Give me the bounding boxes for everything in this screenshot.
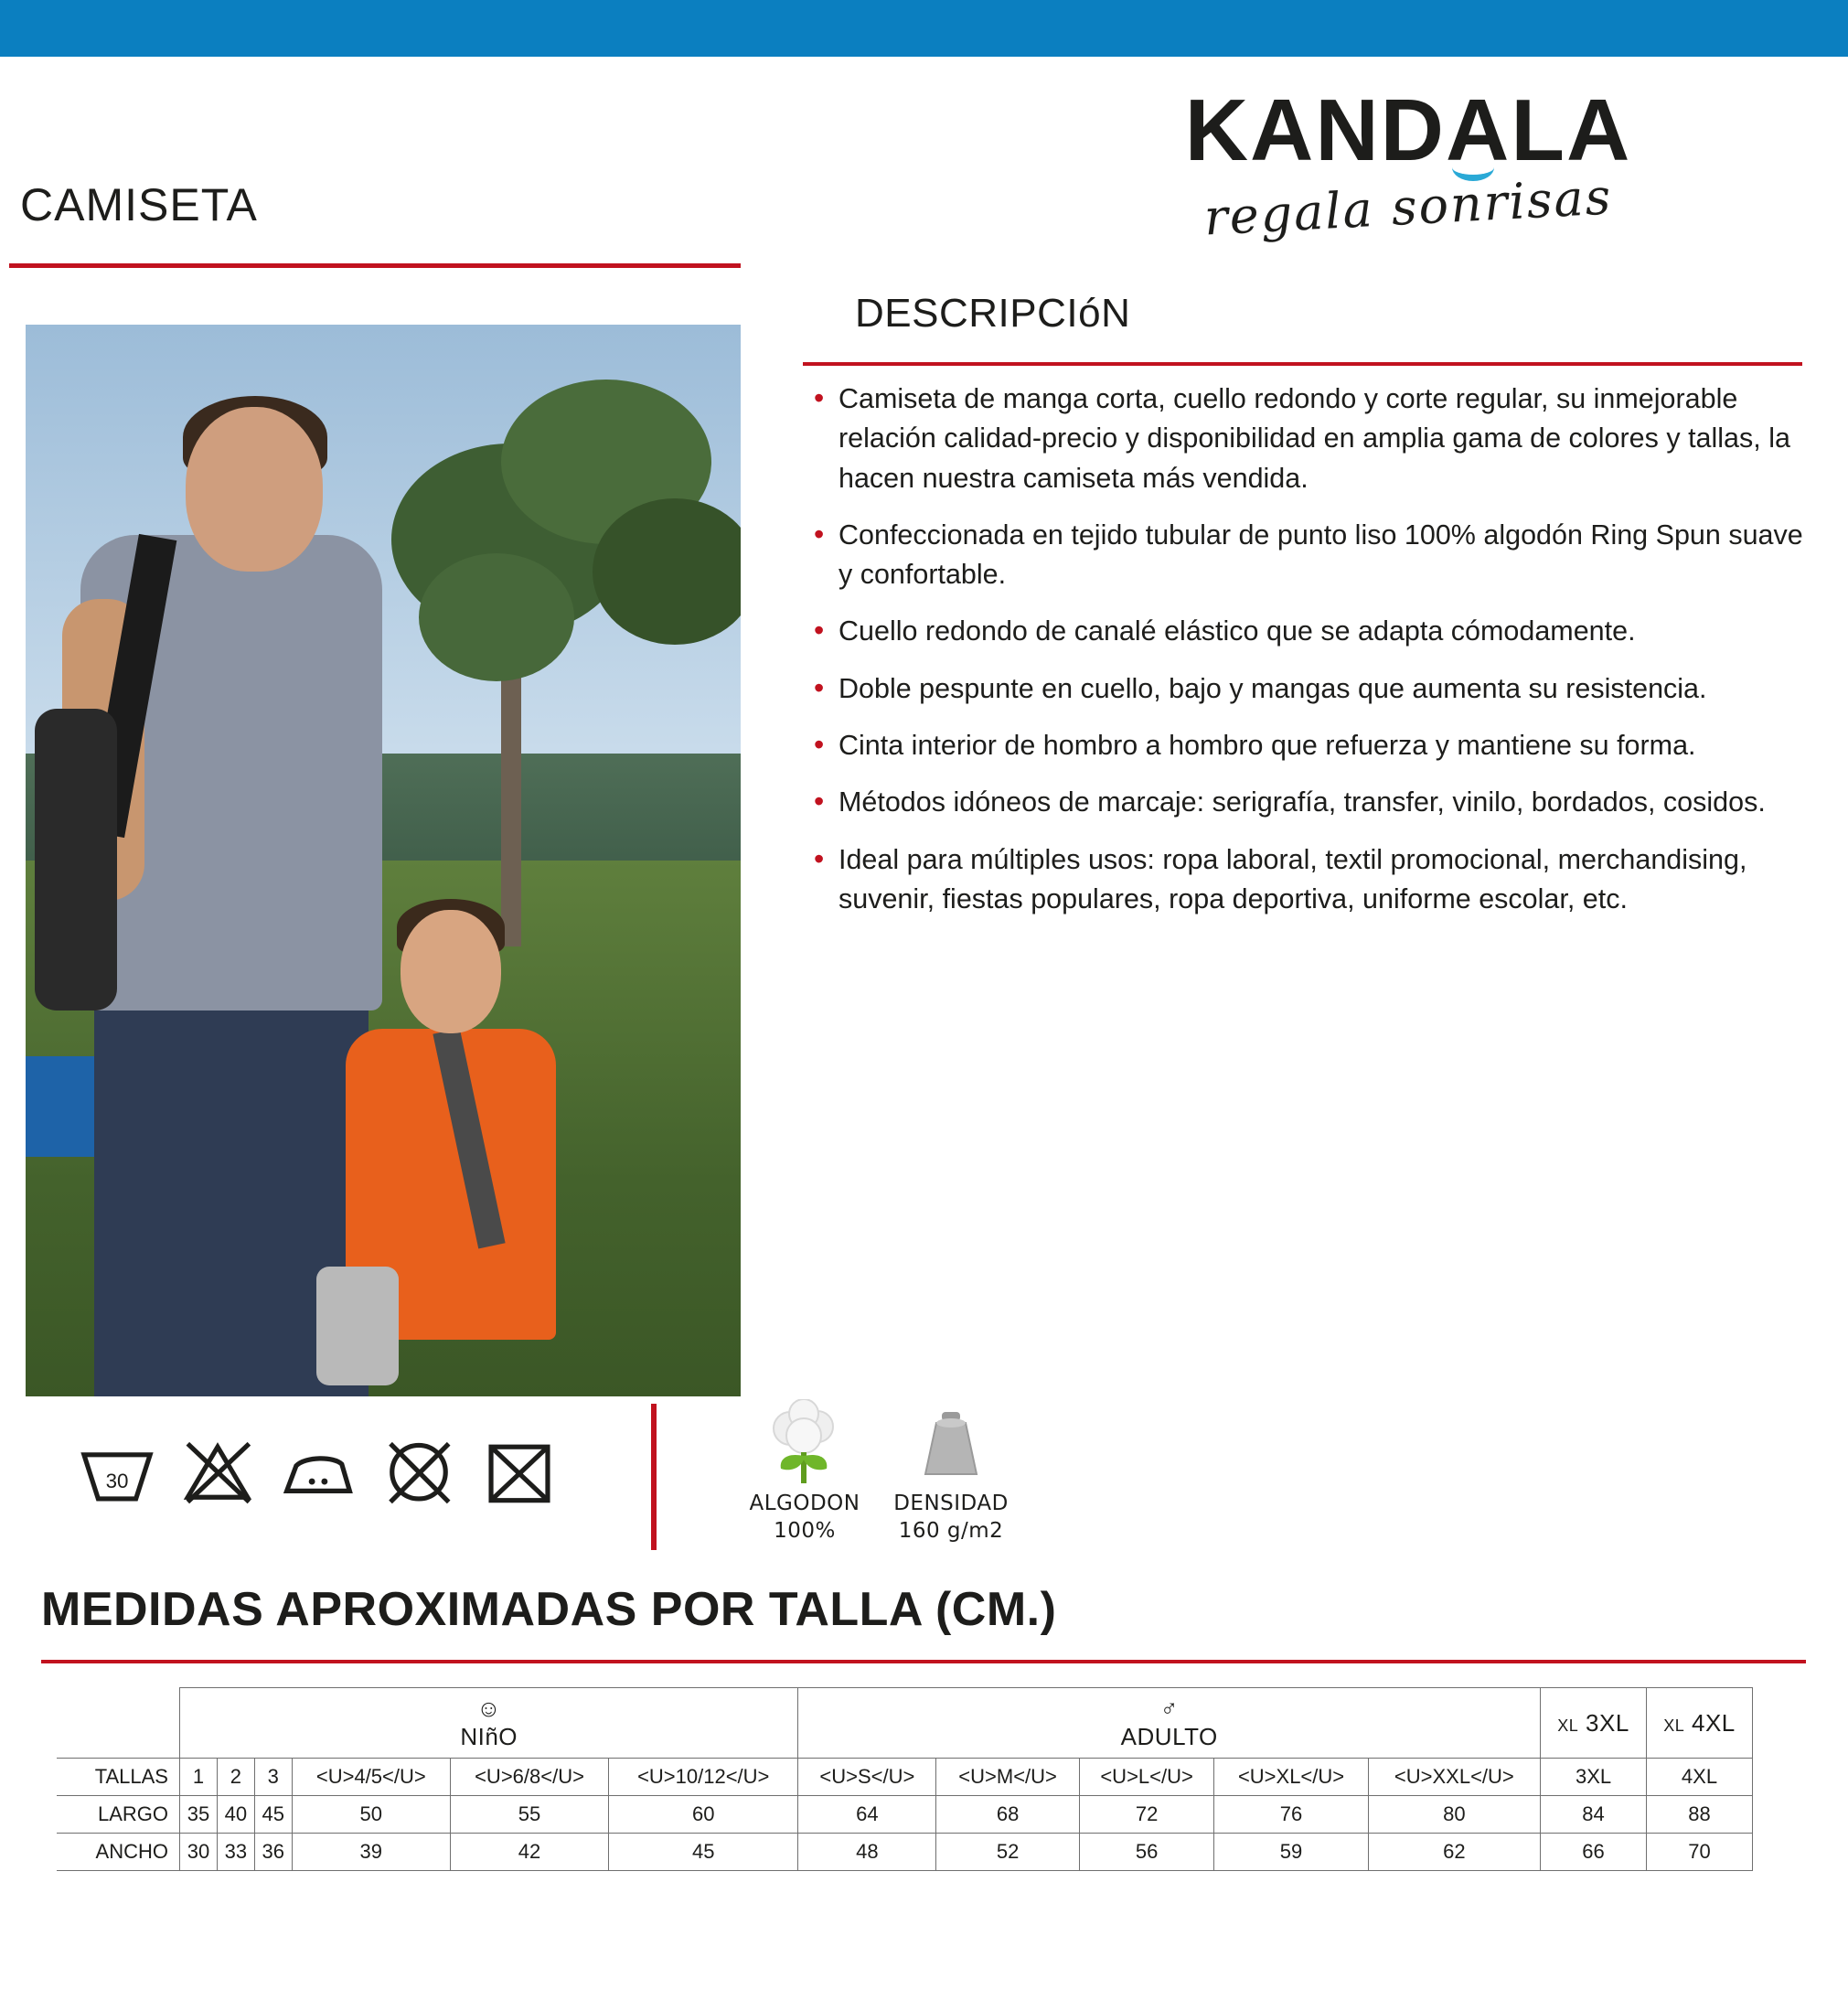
no-tumble-dry-icon xyxy=(480,1431,559,1510)
material-label-line2: 160 g/m2 xyxy=(898,1518,1004,1543)
table-row xyxy=(57,1759,1753,1796)
table-cell: 68 xyxy=(936,1796,1079,1834)
row-label: TALLAS xyxy=(57,1759,180,1796)
material-density xyxy=(869,1399,1033,1545)
table-cell: 45 xyxy=(254,1796,292,1834)
table-row xyxy=(57,1796,1753,1834)
table-cell: 36 xyxy=(254,1834,292,1871)
material-label-line1: DENSIDAD xyxy=(893,1492,1009,1515)
table-cell: <U>S</U> xyxy=(798,1759,936,1796)
photo-bottle xyxy=(316,1267,399,1385)
group-label: ADULTO xyxy=(1120,1723,1218,1750)
sizes-divider xyxy=(41,1660,1806,1663)
table-cell: 72 xyxy=(1079,1796,1214,1834)
brand-logo xyxy=(1088,81,1728,256)
table-row xyxy=(57,1834,1753,1871)
table-cell: 48 xyxy=(798,1834,936,1871)
table-cell: <U>6/8</U> xyxy=(450,1759,608,1796)
description-item: • Métodos idóneos de marcaje: serigrafía, transfer, vinilo, bordados, cosidos. xyxy=(814,783,1824,822)
table-cell: 60 xyxy=(609,1796,798,1834)
table-cell: 2 xyxy=(217,1759,254,1796)
table-cell: 50 xyxy=(292,1796,450,1834)
group-label: NIñO xyxy=(460,1723,518,1750)
table-cell: 76 xyxy=(1214,1796,1368,1834)
no-bleach-icon xyxy=(178,1431,257,1510)
table-cell: 33 xyxy=(217,1834,254,1871)
table-cell: <U>4/5</U> xyxy=(292,1759,450,1796)
description-item: • Confeccionada en tejido tubular de punto liso 100% algodón Ring Spun suave y confortable. xyxy=(814,516,1824,595)
description-divider xyxy=(803,362,1802,366)
table-cell: 42 xyxy=(450,1834,608,1871)
no-dryclean-icon xyxy=(379,1431,458,1510)
wash-30-icon xyxy=(78,1431,156,1510)
table-cell: 70 xyxy=(1646,1834,1752,1871)
group-header-4xl xyxy=(1646,1688,1752,1759)
table-cell: 3XL xyxy=(1541,1759,1647,1796)
care-symbols xyxy=(78,1431,571,1523)
logo-swoosh-icon xyxy=(1452,155,1494,181)
table-cell: <U>10/12</U> xyxy=(609,1759,798,1796)
table-cell: 80 xyxy=(1368,1796,1541,1834)
product-photo xyxy=(26,325,741,1396)
table-cell: 40 xyxy=(217,1796,254,1834)
table-cell: 84 xyxy=(1541,1796,1647,1834)
description-item: • Cuello redondo de canalé elástico que se adapta cómodamente. xyxy=(814,612,1824,651)
cotton-icon xyxy=(722,1399,887,1491)
xl3-icon: XL xyxy=(1557,1716,1579,1735)
table-cell: 62 xyxy=(1368,1834,1541,1871)
photo-backpack xyxy=(35,709,117,1011)
table-cell: <U>XL</U> xyxy=(1214,1759,1368,1796)
description-item: • Doble pespunte en cuello, bajo y mangas que aumenta su resistencia. xyxy=(814,669,1824,709)
group-label: 3XL xyxy=(1586,1708,1629,1737)
svg-text:30: 30 xyxy=(105,1469,129,1492)
brand-name: KANDALA xyxy=(1184,81,1632,179)
adult-icon: ♂ xyxy=(1159,1695,1179,1722)
table-cell: 35 xyxy=(180,1796,218,1834)
description-item: • Camiseta de manga corta, cuello redondo y corte regular, su inmejorable relación calidad-precio y disponibilidad en amplia gama de colores y tallas, la hacen nuestra camiseta más vendida. xyxy=(814,380,1824,498)
top-accent-bar xyxy=(0,0,1848,57)
table-cell: 1 xyxy=(180,1759,218,1796)
size-table xyxy=(57,1687,1753,1871)
density-weight-icon xyxy=(869,1399,1033,1491)
group-header-3xl xyxy=(1541,1688,1647,1759)
table-cell: 59 xyxy=(1214,1834,1368,1871)
description-item: • Cinta interior de hombro a hombro que refuerza y mantiene su forma. xyxy=(814,726,1824,765)
table-cell: 39 xyxy=(292,1834,450,1871)
description-heading: DESCRIPCIóN xyxy=(855,291,1131,336)
xl4-icon: XL xyxy=(1663,1716,1685,1735)
title-divider xyxy=(9,263,741,268)
child-icon: ☺ xyxy=(476,1695,502,1722)
materials-divider xyxy=(651,1404,657,1550)
description-item: • Ideal para múltiples usos: ropa laboral, textil promocional, merchandising, suvenir, fiestas populares, ropa deportiva, uniforme escolar, etc. xyxy=(814,840,1824,920)
group-header-adult xyxy=(798,1688,1541,1759)
page-title: CAMISETA xyxy=(20,179,258,230)
description-list xyxy=(814,380,1824,936)
table-cell: <U>XXL</U> xyxy=(1368,1759,1541,1796)
table-cell: 55 xyxy=(450,1796,608,1834)
table-cell: 30 xyxy=(180,1834,218,1871)
table-cell: 52 xyxy=(936,1834,1079,1871)
table-cell: <U>L</U> xyxy=(1079,1759,1214,1796)
table-cell: 56 xyxy=(1079,1834,1214,1871)
group-label: 4XL xyxy=(1691,1708,1736,1737)
table-cell: 4XL xyxy=(1646,1759,1752,1796)
photo-man-head xyxy=(186,407,323,572)
row-label: LARGO xyxy=(57,1796,180,1834)
table-cell: <U>M</U> xyxy=(936,1759,1079,1796)
photo-foliage xyxy=(419,553,574,681)
material-label-line2: 100% xyxy=(774,1518,836,1543)
iron-low-icon xyxy=(279,1431,358,1510)
photo-boy-head xyxy=(401,910,501,1033)
material-cotton xyxy=(722,1399,887,1545)
table-cell: 3 xyxy=(254,1759,292,1796)
table-cell: 45 xyxy=(609,1834,798,1871)
table-cell: 66 xyxy=(1541,1834,1647,1871)
row-label: ANCHO xyxy=(57,1834,180,1871)
sizes-heading: MEDIDAS APROXIMADAS POR TALLA (CM.) xyxy=(41,1583,1057,1636)
brand-tagline: regala sonrisas xyxy=(1202,167,1614,247)
table-cell: 64 xyxy=(798,1796,936,1834)
group-header-child xyxy=(180,1688,798,1759)
material-label-line1: ALGODON xyxy=(749,1492,860,1515)
table-group-header-row xyxy=(57,1688,1753,1759)
table-corner-cell xyxy=(57,1688,180,1759)
table-cell: 88 xyxy=(1646,1796,1752,1834)
